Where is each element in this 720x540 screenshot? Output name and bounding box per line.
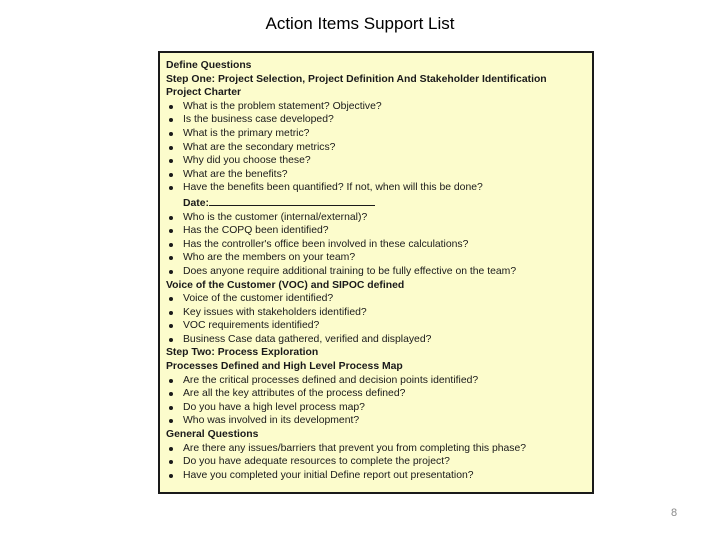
list-item (166, 306, 586, 320)
bullet-icon (169, 460, 173, 464)
list-item-text: What is the primary metric? (183, 127, 310, 139)
list-item (166, 414, 586, 428)
list-item-text: Has the COPQ been identified? (183, 225, 329, 237)
list-item-text: Who was involved in its development? (183, 415, 360, 427)
list-item-text: VOC requirements identified? (183, 320, 320, 332)
list-item-text: Are the critical processes defined and decision points identified? (183, 374, 479, 386)
list-item-text: What are the secondary metrics? (183, 141, 336, 153)
bullet-icon (169, 338, 173, 342)
section-heading: Define Questions (166, 60, 252, 71)
bullet-icon (169, 243, 173, 247)
list-item-text: Is the business case developed? (183, 114, 334, 126)
list-item-text: Are all the key attributes of the process defined? (183, 388, 406, 400)
list-item-text: What is the problem statement? Objective? (183, 100, 382, 112)
list-item (166, 333, 586, 347)
bullet-icon (169, 379, 173, 383)
list-item-text: What are the benefits? (183, 168, 288, 180)
list-item-text: Who is the customer (internal/external)? (183, 211, 368, 223)
bullet-icon (169, 146, 173, 150)
bullet-icon (169, 159, 173, 163)
list-item (166, 442, 586, 456)
bullet-icon (169, 406, 173, 410)
section-heading: Processes Defined and High Level Process Map (166, 361, 403, 373)
date-label: Date: (183, 197, 209, 209)
list-item (166, 238, 586, 252)
list-item-text: Have you completed your initial Define report out presentation? (183, 469, 474, 481)
date-blank-rule (209, 195, 375, 206)
define-questions-panel (158, 51, 594, 494)
list-item (166, 401, 586, 415)
list-item (166, 319, 586, 333)
list-item-text: Have the benefits been quantified? If not, when will this be done? (183, 182, 483, 194)
bullet-icon (169, 297, 173, 301)
list-item-text: Voice of the customer identified? (183, 293, 334, 305)
list-item-text: Does anyone require additional training to be fully effective on the team? (183, 265, 517, 277)
bullet-icon (169, 270, 173, 274)
bullet-icon (169, 173, 173, 177)
list-item-text: Key issues with stakeholders identified? (183, 306, 367, 318)
list-item (166, 455, 586, 469)
bullet-icon (169, 118, 173, 122)
list-item-text: Are there any issues/barriers that prevent you from completing this phase? (183, 442, 527, 454)
bullet-icon (169, 256, 173, 260)
list-item (166, 469, 586, 483)
list-item (166, 113, 586, 127)
list-item-text: Why did you choose these? (183, 155, 311, 167)
list-item-text: Do you have adequate resources to complete the project? (183, 456, 450, 468)
bullet-icon (169, 392, 173, 396)
list-item (166, 265, 586, 279)
bullet-icon (169, 105, 173, 109)
section-heading: General Questions (166, 429, 259, 441)
list-item (166, 224, 586, 238)
bullet-icon (169, 474, 173, 478)
list-item (166, 168, 586, 182)
bullet-icon (169, 229, 173, 233)
list-item-text: Do you have a high level process map? (183, 401, 365, 413)
list-item (166, 141, 586, 155)
list-item (166, 100, 586, 114)
list-item-text: Has the controller's office been involved in these calculations? (183, 238, 469, 250)
bullet-icon (169, 132, 173, 136)
bullet-icon (169, 447, 173, 451)
slide-title: Action Items Support List (265, 14, 455, 33)
section-heading: Project Charter (166, 87, 242, 99)
list-item (166, 181, 586, 195)
section-heading: Voice of the Customer (VOC) and SIPOC defined (166, 279, 405, 291)
list-item (166, 211, 586, 225)
list-item (166, 292, 586, 306)
page-number: 8 (670, 507, 678, 519)
bullet-icon (169, 419, 173, 423)
list-item (166, 374, 586, 388)
bullet-icon (169, 311, 173, 315)
list-item (166, 127, 586, 141)
list-item (166, 251, 586, 265)
list-item (166, 387, 586, 401)
list-item-text: Who are the members on your team? (183, 252, 356, 264)
step-heading: Step One: Project Selection, Project Definition And Stakeholder Identification (166, 73, 547, 85)
list-item-text: Business Case data gathered, verified and displayed? (183, 333, 432, 345)
list-item (166, 154, 586, 168)
bullet-icon (169, 324, 173, 328)
step-heading: Step Two: Process Exploration (166, 347, 319, 359)
bullet-icon (169, 216, 173, 220)
bullet-icon (169, 186, 173, 190)
date-line (166, 195, 586, 211)
